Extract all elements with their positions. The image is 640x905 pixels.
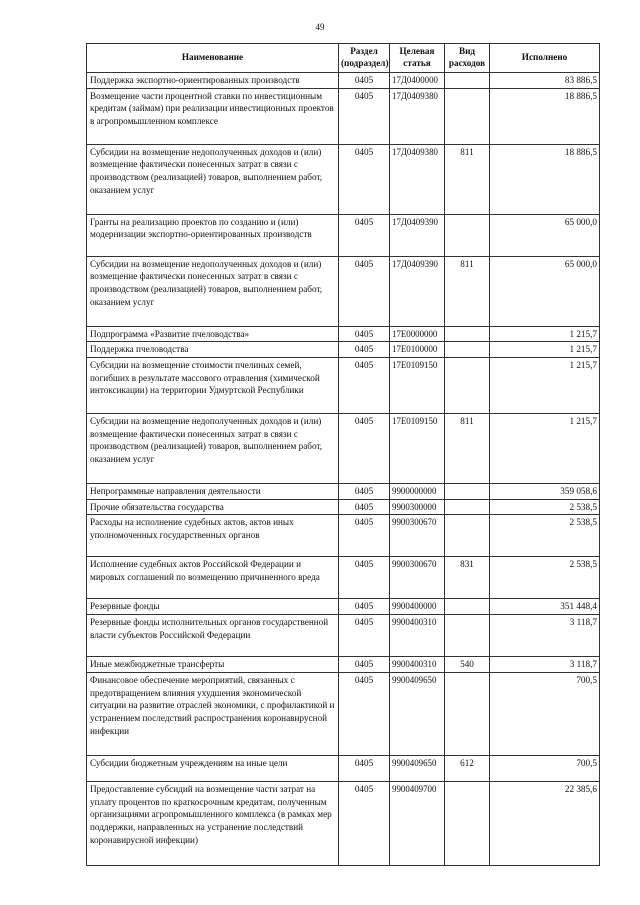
cell-vid xyxy=(445,515,490,557)
cell-done: 65 000,0 xyxy=(490,214,600,256)
cell-razdel: 0405 xyxy=(339,73,390,89)
cell-done: 65 000,0 xyxy=(490,256,600,326)
cell-razdel: 0405 xyxy=(339,342,390,358)
cell-done: 18 886,5 xyxy=(490,144,600,214)
cell-target: 17Е0100000 xyxy=(390,342,445,358)
cell-vid: 811 xyxy=(445,144,490,214)
cell-razdel: 0405 xyxy=(339,414,390,484)
cell-done: 18 886,5 xyxy=(490,88,600,144)
table-row xyxy=(87,326,600,342)
cell-done: 700,5 xyxy=(490,672,600,755)
cell-name: Резервные фонды xyxy=(87,599,339,615)
cell-done: 3 118,7 xyxy=(490,615,600,657)
cell-vid xyxy=(445,499,490,515)
cell-target: 17Д0409390 xyxy=(390,256,445,326)
cell-vid xyxy=(445,615,490,657)
cell-target: 17Д0409380 xyxy=(390,144,445,214)
cell-target: 9900409650 xyxy=(390,672,445,755)
cell-vid xyxy=(445,358,490,414)
cell-razdel: 0405 xyxy=(339,781,390,865)
cell-done: 2 538,5 xyxy=(490,557,600,599)
cell-vid xyxy=(445,73,490,89)
cell-name: Субсидии на возмещение недополученных доходов и (или) возмещение фактически понесенных затрат в связи с производством (реализацией) товаров, выполнением работ, оказанием услуг xyxy=(87,256,339,326)
cell-vid: 540 xyxy=(445,657,490,673)
budget-table xyxy=(86,43,600,866)
cell-vid xyxy=(445,88,490,144)
cell-name: Субсидии на возмещение стоимости пчелиных семей, погибших в результате массового отравления (химической интоксикации) на территории Удмуртской Республики xyxy=(87,358,339,414)
table-row xyxy=(87,414,600,484)
table-row xyxy=(87,144,600,214)
cell-name: Исполнение судебных актов Российской Федерации и мировых соглашений по возмещению причиненного вреда xyxy=(87,557,339,599)
table-row xyxy=(87,599,600,615)
table-row xyxy=(87,73,600,89)
cell-target: 17Е0109150 xyxy=(390,414,445,484)
page-number: 49 xyxy=(315,22,325,32)
header-done: Исполнено xyxy=(490,44,600,73)
cell-done: 2 538,5 xyxy=(490,515,600,557)
cell-vid xyxy=(445,484,490,500)
table-row xyxy=(87,88,600,144)
cell-name: Гранты на реализацию проектов по созданию и (или) модернизации экспортно-ориентированных производств xyxy=(87,214,339,256)
cell-razdel: 0405 xyxy=(339,88,390,144)
cell-razdel: 0405 xyxy=(339,499,390,515)
cell-target: 17Д0409390 xyxy=(390,214,445,256)
cell-target: 9900400310 xyxy=(390,615,445,657)
cell-vid: 811 xyxy=(445,414,490,484)
cell-target: 9900000000 xyxy=(390,484,445,500)
cell-vid xyxy=(445,672,490,755)
cell-vid: 612 xyxy=(445,755,490,781)
cell-name: Поддержка пчеловодства xyxy=(87,342,339,358)
table-row xyxy=(87,672,600,755)
cell-name: Предоставление субсидий на возмещение части затрат на уплату процентов по краткосрочным кредитам, полученным организациями агропромышленного комплекса (в рамках мер поддержки, направленных на устранение последствий коронавирусной инфекции) xyxy=(87,781,339,865)
cell-name: Расходы на исполнение судебных актов, актов иных уполномоченных государственных органов xyxy=(87,515,339,557)
cell-name: Финансовое обеспечение мероприятий, связанных с предотвращением влияния ухудшения экономической ситуации на развитие отраслей экономики, с профилактикой и устранением последствий распространения коронавирусной инфекции xyxy=(87,672,339,755)
table-row xyxy=(87,358,600,414)
table-row xyxy=(87,214,600,256)
cell-done: 351 448,4 xyxy=(490,599,600,615)
table-row xyxy=(87,557,600,599)
cell-done: 359 058,6 xyxy=(490,484,600,500)
cell-razdel: 0405 xyxy=(339,599,390,615)
cell-vid: 831 xyxy=(445,557,490,599)
cell-name: Подпрограмма «Развитие пчеловодства» xyxy=(87,326,339,342)
cell-done: 83 886,5 xyxy=(490,73,600,89)
table-row xyxy=(87,342,600,358)
cell-target: 9900400310 xyxy=(390,657,445,673)
cell-target: 17Д0400000 xyxy=(390,73,445,89)
cell-razdel: 0405 xyxy=(339,515,390,557)
cell-name: Субсидии на возмещение недополученных доходов и (или) возмещение фактически понесенных затрат в связи с производством (реализацией) товаров, выполнением работ, оказанием услуг xyxy=(87,144,339,214)
header-name: Наименование xyxy=(87,44,339,73)
cell-razdel: 0405 xyxy=(339,484,390,500)
cell-razdel: 0405 xyxy=(339,144,390,214)
cell-razdel: 0405 xyxy=(339,256,390,326)
cell-done: 22 385,6 xyxy=(490,781,600,865)
cell-razdel: 0405 xyxy=(339,557,390,599)
cell-razdel: 0405 xyxy=(339,755,390,781)
cell-target: 17Е0000000 xyxy=(390,326,445,342)
cell-razdel: 0405 xyxy=(339,657,390,673)
table-row xyxy=(87,515,600,557)
table-row xyxy=(87,256,600,326)
cell-vid xyxy=(445,342,490,358)
cell-razdel: 0405 xyxy=(339,615,390,657)
cell-target: 17Е0109150 xyxy=(390,358,445,414)
cell-done: 2 538,5 xyxy=(490,499,600,515)
cell-target: 9900300670 xyxy=(390,557,445,599)
cell-done: 700,5 xyxy=(490,755,600,781)
cell-razdel: 0405 xyxy=(339,358,390,414)
table-row xyxy=(87,499,600,515)
cell-done: 1 215,7 xyxy=(490,358,600,414)
cell-name: Поддержка экспортно-ориентированных производств xyxy=(87,73,339,89)
cell-target: 9900400000 xyxy=(390,599,445,615)
cell-target: 9900409700 xyxy=(390,781,445,865)
cell-name: Резервные фонды исполнительных органов государственной власти субъектов Российской Федерации xyxy=(87,615,339,657)
cell-target: 9900300670 xyxy=(390,515,445,557)
cell-target: 9900409650 xyxy=(390,755,445,781)
cell-vid: 811 xyxy=(445,256,490,326)
table-row xyxy=(87,484,600,500)
cell-name: Субсидии на возмещение недополученных доходов и (или) возмещение фактически понесенных затрат в связи с производством (реализацией) товаров, выполнением работ, оказанием услуг xyxy=(87,414,339,484)
header-vid: Вид расходов xyxy=(445,44,490,73)
table-row xyxy=(87,755,600,781)
table-header-row xyxy=(87,44,600,73)
cell-name: Возмещение части процентной ставки по инвестиционным кредитам (займам) при реализации инвестиционных проектов в агропромышленном комплексе xyxy=(87,88,339,144)
cell-vid xyxy=(445,599,490,615)
cell-target: 9900300000 xyxy=(390,499,445,515)
cell-done: 3 118,7 xyxy=(490,657,600,673)
cell-name: Субсидии бюджетным учреждениям на иные цели xyxy=(87,755,339,781)
header-razdel: Раздел (подраздел) xyxy=(339,44,390,73)
cell-razdel: 0405 xyxy=(339,214,390,256)
table-row xyxy=(87,615,600,657)
cell-done: 1 215,7 xyxy=(490,326,600,342)
cell-name: Прочие обязательства государства xyxy=(87,499,339,515)
cell-razdel: 0405 xyxy=(339,326,390,342)
cell-vid xyxy=(445,214,490,256)
cell-vid xyxy=(445,326,490,342)
cell-name: Непрограммные направления деятельности xyxy=(87,484,339,500)
header-target: Целевая статья xyxy=(390,44,445,73)
cell-done: 1 215,7 xyxy=(490,414,600,484)
cell-vid xyxy=(445,781,490,865)
table-row xyxy=(87,781,600,865)
cell-name: Иные межбюджетные трансферты xyxy=(87,657,339,673)
table-row xyxy=(87,657,600,673)
cell-razdel: 0405 xyxy=(339,672,390,755)
cell-done: 1 215,7 xyxy=(490,342,600,358)
cell-target: 17Д0409380 xyxy=(390,88,445,144)
